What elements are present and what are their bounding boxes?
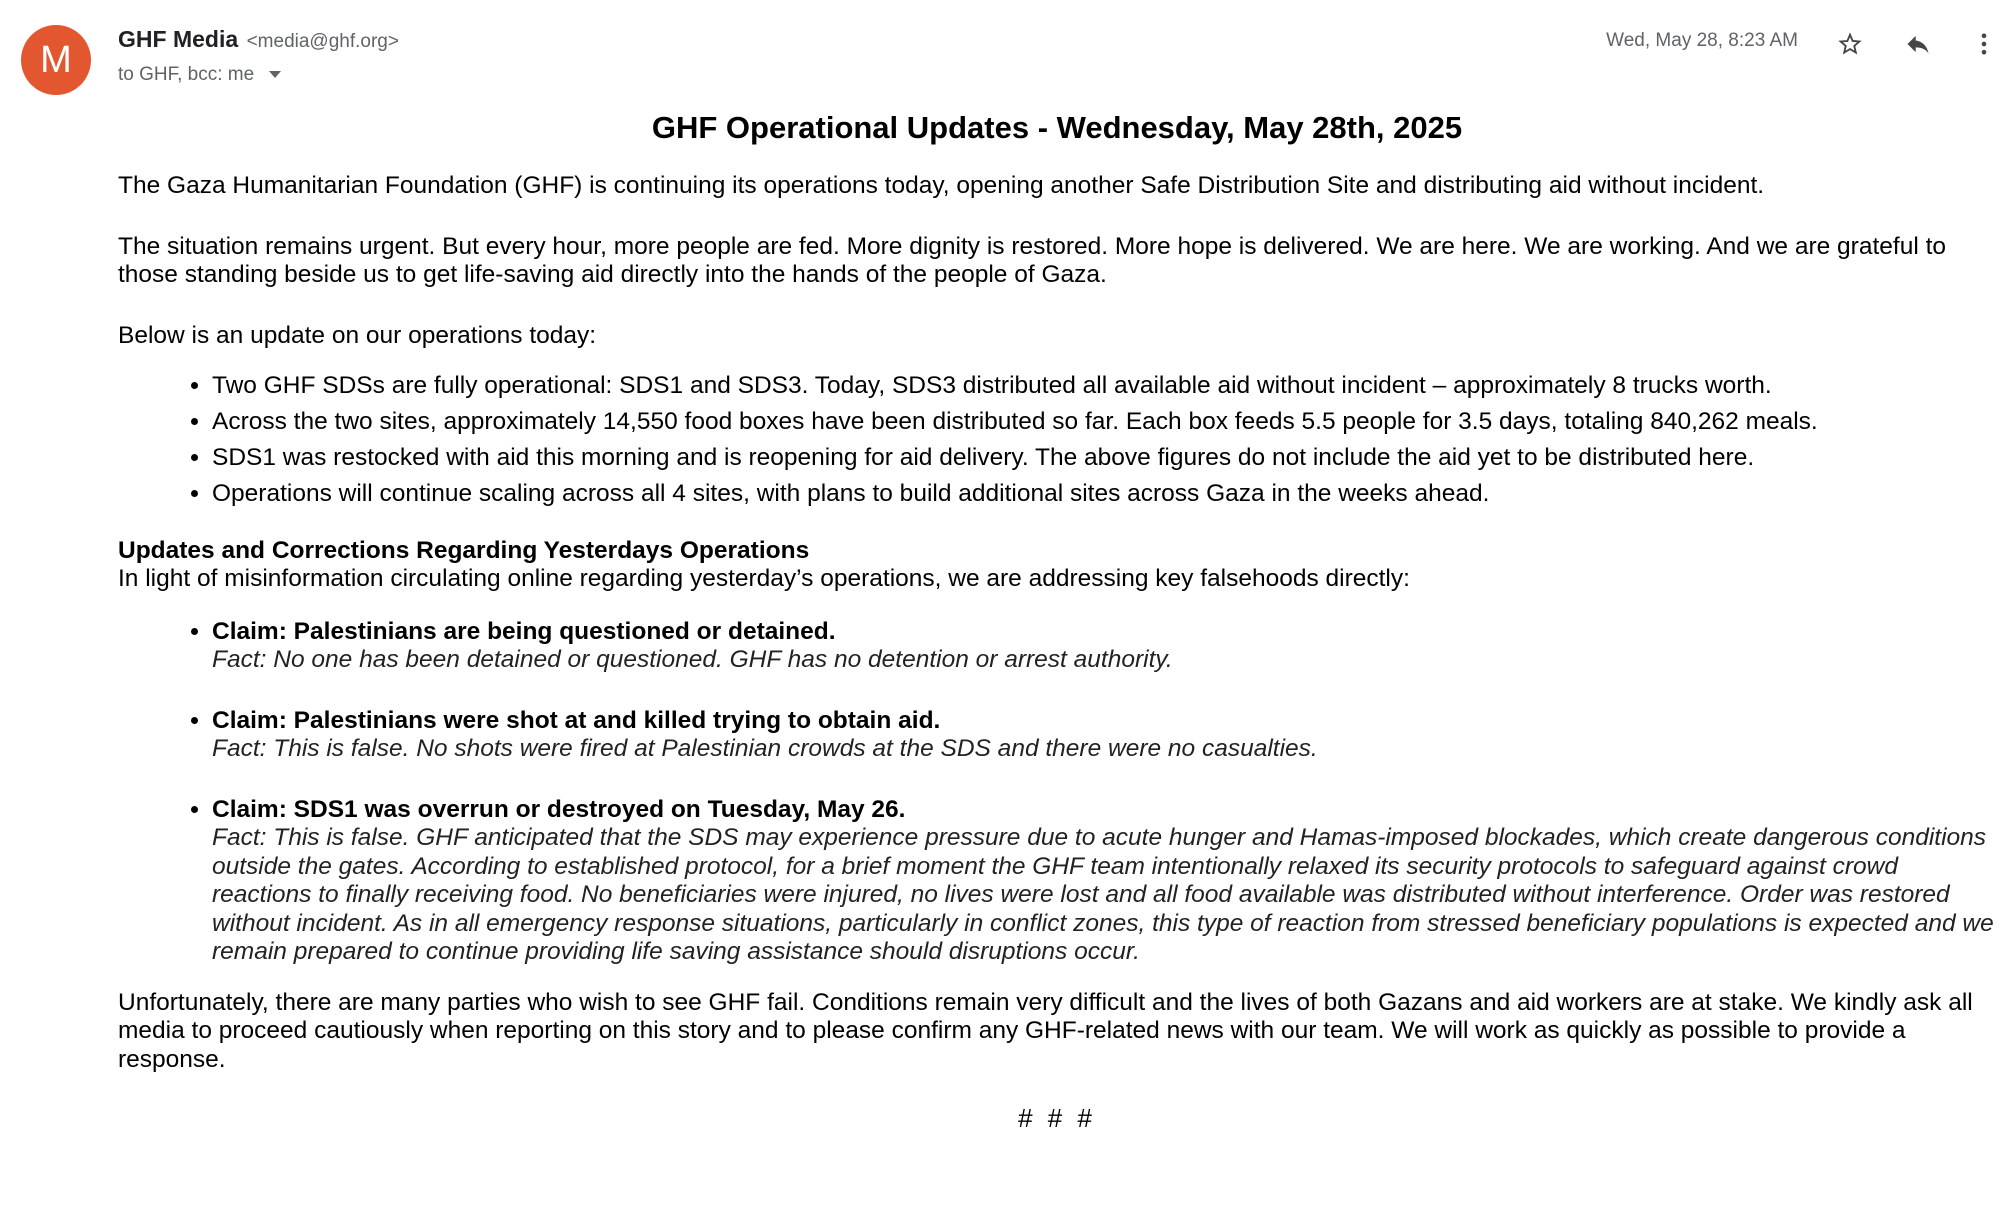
reply-icon [1904,30,1932,58]
sender-info [118,26,399,53]
more-vert-icon [1970,30,1998,58]
updates-list [118,372,1996,509]
list-item: • Operations will continue scaling across all 4 sites, with plans to build additional sites across Gaza in the weeks ahead. [212,480,1996,509]
situation-paragraph: The situation remains urgent. But every hour, more people are fed. More dignity is restored. More hope is delivered. We are here. We are working. And we are grateful to those standing beside us to get life-saving aid directly into the hands of the people of Gaza. [118,232,1947,288]
closing-paragraph: Unfortunately, there are many parties who wish to see GHF fail. Conditions remain very difficult and the lives of both Gazans and aid workers are at stake. We kindly ask all media to proceed cautiously when reporting on this story and to please confirm any GHF-related news with our team. We will work as quickly as possible to provide a response. [118,988,1973,1073]
email-title: GHF Operational Updates - Wednesday, May 28th, 2025 [651,110,1463,145]
claim-text: • Claim: Palestinians were shot at and killed trying to obtain aid. [212,706,941,734]
star-icon [1836,30,1864,58]
claim-text: • Claim: Palestinians are being questioned or detained. [212,617,836,645]
reply-button[interactable] [1898,24,1938,64]
fact-text: Fact: No one has been detained or questioned. GHF has no detention or arrest authority. [212,646,1173,673]
recipients-toggle[interactable] [118,64,281,86]
email-date: Wed, May 28, 8:23 AM [1606,30,1798,51]
claims-list [118,618,1996,967]
end-mark: # # # [1018,1103,1096,1133]
fact-text: Fact: This is false. No shots were fired at Palestinian crowds at the SDS and there were no casualties. [212,735,1318,762]
sender-name[interactable]: GHF Media [118,26,239,52]
fact-text: Fact: This is false. GHF anticipated that the SDS may experience pressure due to acute hunger and Hamas-imposed blockades, which create dangerous conditions outside the gates. According to established protocol, for a brief moment the GHF team intentionally relaxed its security protocols to safeguard against crowd reactions to finally receiving food. No beneficiaries were injured, no lives were lost and all food available was distributed without interference. Order was restored without incident. As in all emergency response situations, particularly in conflict zones, this type of reaction from stressed beneficiary populations is expected and we remain prepared to continue providing life saving assistance should disruptions occur. [212,824,1994,965]
more-options-button[interactable] [1964,24,2004,64]
email-body [118,110,1996,1133]
sender-email: <media@ghf.org> [246,31,399,52]
claim-item [212,796,1996,967]
chevron-down-icon[interactable] [269,71,281,78]
list-item: • Across the two sites, approximately 14,550 food boxes have been distributed so far. Each box feeds 5.5 people for 3.5 days, totaling 840,262 meals. [212,408,1996,437]
corrections-intro: In light of misinformation circulating online regarding yesterday’s operations, we are addressing key falsehoods directly: [118,565,1410,592]
corrections-heading: Updates and Corrections Regarding Yesterdays Operations [118,536,810,564]
sender-avatar[interactable]: M [21,25,91,95]
updates-intro: Below is an update on our operations today: [118,321,597,349]
list-item: • Two GHF SDSs are fully operational: SDS1 and SDS3. Today, SDS3 distributed all available aid without incident – approximately 8 trucks worth. [212,372,1996,401]
claim-text: • Claim: SDS1 was overrun or destroyed on Tuesday, May 26. [212,795,906,823]
claim-item [212,707,1996,764]
list-item: • SDS1 was restocked with aid this morning and is reopening for aid delivery. The above figures do not include the aid yet to be distributed here. [212,444,1996,473]
recipients-text: to GHF, bcc: me [118,64,255,85]
star-button[interactable] [1830,24,1870,64]
claim-item [212,618,1996,675]
intro-paragraph: The Gaza Humanitarian Foundation (GHF) is continuing its operations today, opening another Safe Distribution Site and distributing aid without incident. [118,172,1765,199]
